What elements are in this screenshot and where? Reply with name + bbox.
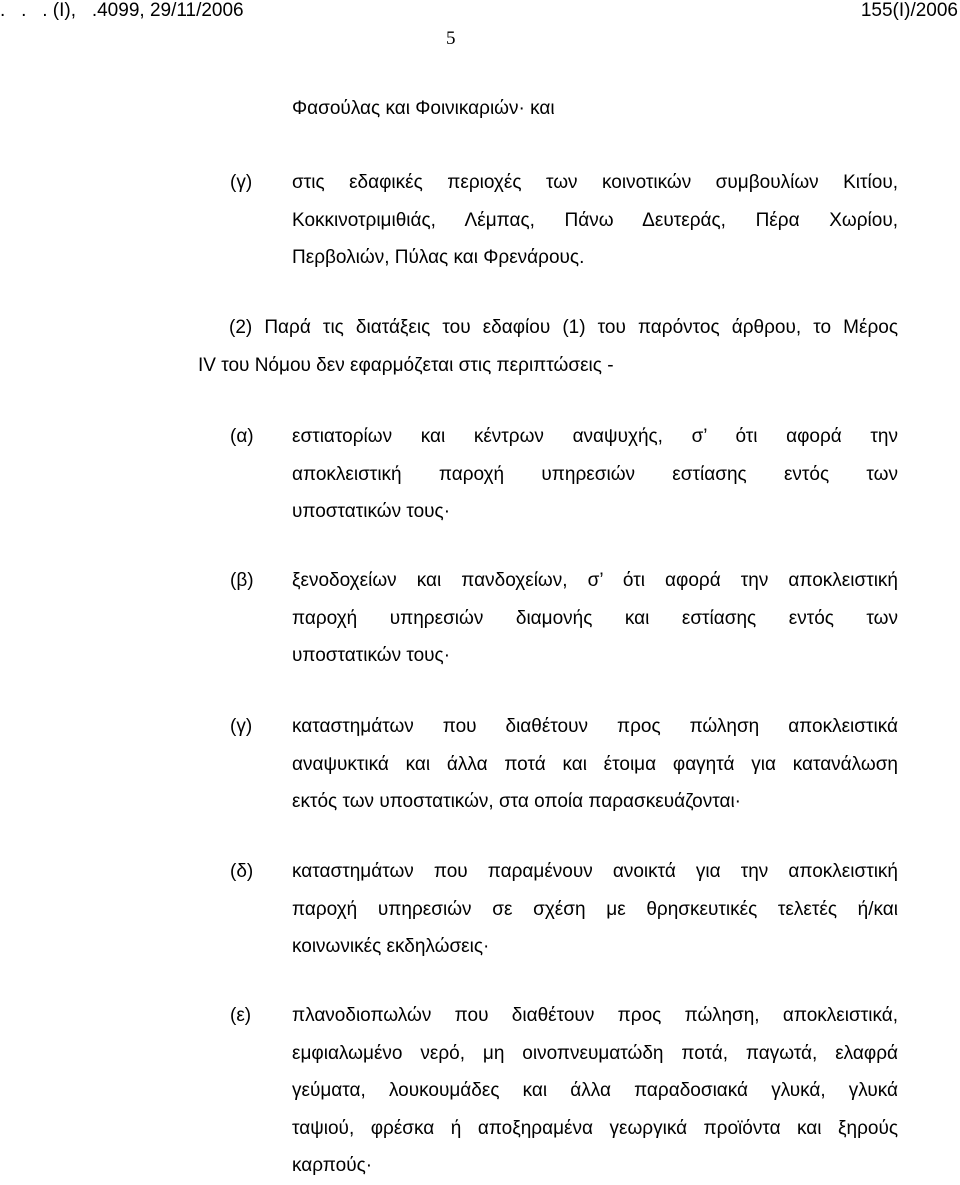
header-left: . . . (Ι), .4099, 29/11/2006 [0, 0, 244, 21]
item-line: καταστημάτων που παραμένουν ανοικτά για την αποκλειστική [292, 861, 898, 882]
item-line: ξενοδοχείων και πανδοχείων, σ’ ότι αφορά την αποκλειστική [292, 570, 898, 591]
item-line: υποστατικών τους· [292, 501, 451, 522]
item-label: (ε) [230, 1005, 252, 1026]
item-body [292, 708, 898, 821]
item-line: καταστημάτων που διαθέτουν προς πώληση αποκλειστικά [292, 716, 898, 737]
item-line: καρπούς· [292, 1155, 373, 1176]
paragraph-line: (2) Παρά τις διατάξεις του εδαφίου (1) του παρόντος άρθρου, το Μέρος [229, 317, 898, 338]
item-label: (δ) [230, 861, 254, 882]
intro-line: Φασούλας και Φοινικαριών· και [292, 98, 555, 119]
page-number: 5 [446, 28, 456, 49]
item-body [292, 853, 898, 966]
item-label: (α) [230, 426, 254, 447]
item-line: εστιατορίων και κέντρων αναψυχής, σ’ ότι αφορά την [292, 426, 898, 447]
item-line: γεύματα, λουκουμάδες και άλλα παραδοσιακά γλυκά, γλυκά [292, 1080, 898, 1101]
item-label: (γ) [230, 716, 253, 737]
item-line: εμφιαλωμένο νερό, μη οινοπνευματώδη ποτά, παγωτά, ελαφρά [292, 1042, 898, 1064]
item-line: Περβολιών, Πύλας και Φρενάρους. [292, 247, 585, 268]
item-line: πλανοδιοπωλών που διαθέτουν προς πώληση, αποκλειστικά, [292, 1005, 898, 1026]
item-line: εκτός των υποστατικών, στα οποία παρασκευάζονται· [292, 791, 742, 812]
paragraph-line: IV του Νόμου δεν εφαρμόζεται στις περιπτώσεις - [198, 354, 614, 376]
item-label: (γ) [230, 172, 253, 193]
item-line: στις εδαφικές περιοχές των κοινοτικών συμβουλίων Κιτίου, [292, 172, 898, 193]
header-right: 155(Ι)/2006 [860, 0, 958, 21]
item-line: Κοκκινοτριμιθιάς, Λέμπας, Πάνω Δευτεράς, Πέρα Χωρίου, [292, 209, 898, 231]
item-line: αναψυκτικά και άλλα ποτά και έτοιμα φαγητά για κατανάλωση [292, 753, 898, 775]
item-body [292, 997, 898, 1185]
item-body [292, 418, 898, 531]
paragraph-2 [198, 309, 898, 384]
item-line: παροχή υπηρεσιών σε σχέση με θρησκευτικές τελετές ή/και [292, 898, 898, 920]
item-line: αποκλειστική παροχή υπηρεσιών εστίασης εντός των [292, 463, 898, 485]
item-line: υποστατικών τους· [292, 645, 451, 666]
item-line: ταψιού, φρέσκα ή αποξηραμένα γεωργικά προϊόντα και ξηρούς [292, 1117, 898, 1139]
item-line: κοινωνικές εκδηλώσεις· [292, 936, 490, 957]
item-body [292, 562, 898, 675]
item-line: παροχή υπηρεσιών διαμονής και εστίασης εντός των [292, 607, 898, 629]
item-label: (β) [230, 570, 254, 591]
item-body [292, 164, 898, 277]
